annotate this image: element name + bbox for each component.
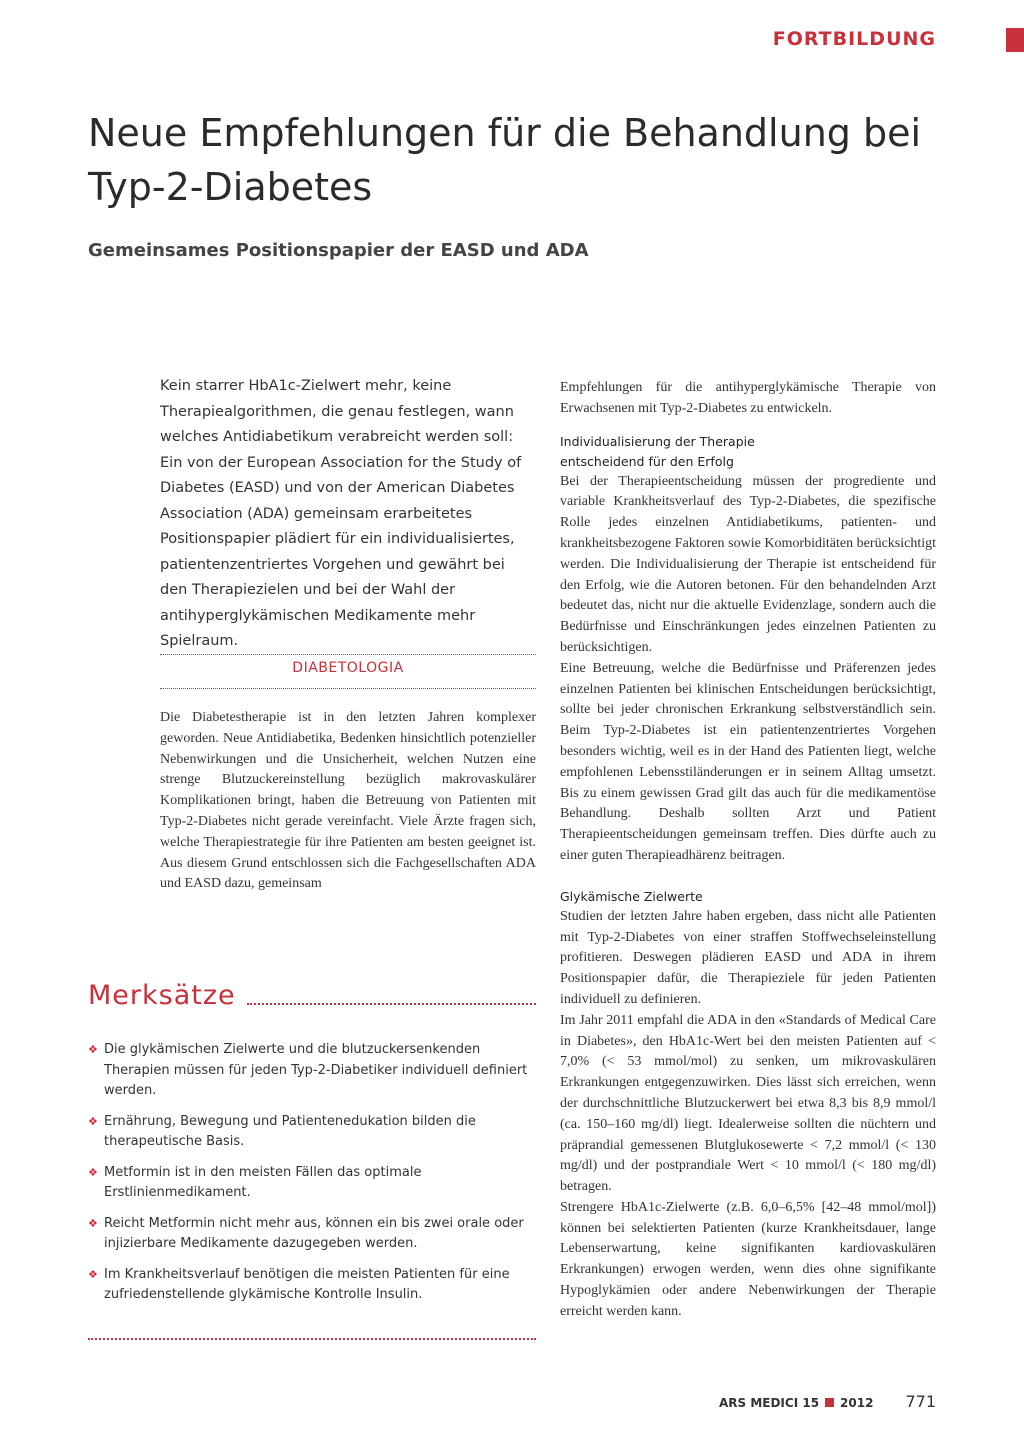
continuation-paragraph: Empfehlungen für die antihyperglykämische Therapie von Erwachsenen mit Typ-2-Diabetes zu entwickeln. — [560, 380, 936, 416]
paragraph: Im Jahr 2011 empfahl die ADA in den «Standards of Medical Care in Diabetes», den HbA1c-Wert bei den meisten Patienten auf < 7,0% (< 53 mmol/mol) zu senken, um mikrovaskulären Erkrankungen entgegenzuwirken. Dies lässt sich erreichen, wenn der durchschnittliche Blutzuckerwert bei etwa 8,3 bis 8,9 mmol/l (ca. 150–160 mg/dl) liegt. Idealerweise sollten die nüchtern und präprandial gemessenen Blutglukosewerte < 7,2 mmol/l (< 130 mg/dl) und der postprandiale Wert < 10 mmol/l (< 180 mg/dl) betragen. — [560, 1012, 936, 1195]
merksaetze-title: Merksätze — [88, 980, 236, 1011]
paragraph: Eine Betreuung, welche die Bedürfnisse und Präferenzen jedes einzelnen Patienten bei klinischen Entscheidungen berücksichtigt, sollte bei jeder chronischen Erkrankung selbstverständlich sein. Beim Typ-2-Diabetes ist ein patientenzentriertes Vorgehen besonders wichtig, weil es in der Hand des Patienten liegt, welche empfohlenen Lebensstiländerungen er in seinem Alltag umsetzt. Bis zu einem gewissen Grad gilt das auch für die medikamentöse Behandlung. Deshalb sollten Arzt und Patient Therapieentscheidungen gemeinsam treffen. Dies dürfte auch zu einer guten Therapieadhärenz beitragen. — [560, 660, 936, 863]
merksaetze-list — [88, 1040, 536, 1316]
article-lead: Kein starrer HbA1c-Zielwert mehr, keine Therapiealgorithmen, die genau festlegen, wann welches Antidiabetikum verabreicht werden soll: Ein von der European Association for the Study of Diabetes (EASD) und von der American Diabetes Association (ADA) gemeinsam erarbeitetes Positionspapier plädiert für ein individualisiertes, patientenzentriertes Vorgehen und gewährt bei den Therapiezielen und bei der Wahl der antihyperglykämischen Medikamente mehr Spielraum. — [160, 378, 522, 649]
journal-year: 2012 — [840, 1396, 874, 1410]
diamond-bullet-icon: ❖ — [88, 1267, 98, 1281]
list-item: ❖ Ernährung, Bewegung und Patientenedukation bilden die therapeutische Basis. — [88, 1113, 476, 1149]
section-heading-individualisierung: Individualisierung der Therapie entscheidend für den Erfolg — [560, 433, 755, 469]
section-heading-zielwerte: Glykämische Zielwerte — [560, 888, 703, 904]
diamond-bullet-icon: ❖ — [88, 1114, 98, 1128]
paragraph: Bei der Therapieentscheidung müssen der progrediente und variable Krankheitsverlauf des Typ-2-Diabetes, die spezifische Rolle jedes einzelnen Antidiabetikums, patienten- und krankheitsbezogene Faktoren sowie Komorbiditäten berücksichtigt werden. Die Individualisierung der Therapie ist entscheidend für den Erfolg, wie die Autoren betonen. Für den behandelnden Arzt bedeutet das, nicht nur die aktuelle Evidenzlage, sondern auch die Bedürfnisse und Einschränkungen jedes einzelnen Patienten zu berücksichtigen. — [560, 473, 936, 655]
merksaetze-bottom-rule — [88, 1338, 536, 1340]
journal-name: ARS MEDICI 15 — [718, 1396, 820, 1410]
page-number: 771 — [905, 1392, 936, 1411]
tag-rule-top — [160, 654, 536, 655]
list-item: ❖ Reicht Metformin nicht mehr aus, können ein bis zwei orale oder injizierbare Medikamente dazugegeben werden. — [88, 1215, 524, 1251]
intro-paragraph: Die Diabetestherapie ist in den letzten Jahren komplexer geworden. Neue Antidiabetika, Bedenken hinsichtlich potenzieller Nebenwirkungen und die Unsicherheit, welchen Nutzen eine strenge Blutzuckereinstellung bezüglich makrovaskulärer Komplikationen bringt, haben die Betreuung von Patienten mit Typ-2-Diabetes nicht gerade vereinfacht. Viele Ärzte fragen sich, welche Therapiestrategie für ihre Patienten am besten geeignet ist. Aus diesem Grund entschlossen sich die Fachgesellschaften ADA und EASD dazu, gemeinsam — [160, 710, 536, 892]
diamond-bullet-icon: ❖ — [88, 1165, 98, 1179]
tag-rule-bottom — [160, 688, 536, 689]
corner-marker — [1006, 28, 1024, 52]
diamond-bullet-icon: ❖ — [88, 1216, 98, 1230]
list-item: ❖ Im Krankheitsverlauf benötigen die meisten Patienten für eine zufriedenstellende glykämische Kontrolle Insulin. — [88, 1266, 510, 1302]
paragraph: Strengere HbA1c-Zielwerte (z.B. 6,0–6,5% [42–48 mmol/mol]) können bei selektierten Patienten (kurze Krankheitsdauer, lange Lebenserwartung, keine signifikanten kardiovaskulären Erkrankungen) erwogen werden, wenn dies ohne signifikante Hypoglykämien oder andere Nebenwirkungen der Therapie erreicht werden kann. — [560, 1199, 936, 1319]
list-item: ❖ Die glykämischen Zielwerte und die blutzuckersenkenden Therapien müssen für jeden Typ-2-Diabetiker individuell definiert werden. — [88, 1042, 528, 1098]
article-title: Neue Empfehlungen für die Behandlung bei Typ-2-Diabetes — [88, 111, 922, 209]
source-tag: DIABETOLOGIA — [292, 660, 404, 676]
square-marker-icon — [825, 1398, 834, 1407]
article-subtitle: Gemeinsames Positionspapier der EASD und ADA — [88, 240, 589, 261]
merksaetze-title-rule — [247, 1003, 536, 1005]
right-column — [560, 378, 936, 1323]
page-footer — [719, 1392, 936, 1411]
section-label: FORTBILDUNG — [772, 28, 936, 50]
list-item: ❖ Metformin ist in den meisten Fällen das optimale Erstlinienmedikament. — [88, 1164, 422, 1200]
paragraph: Studien der letzten Jahre haben ergeben, dass nicht alle Patienten mit Typ-2-Diabetes von einer straffen Stoffwechseleinstellung profitieren. Deswegen plädieren EASD und ADA in ihrem Positionspapier dafür, die Therapieziele für jeden Patienten individuell zu definieren. — [560, 908, 936, 1007]
diamond-bullet-icon: ❖ — [88, 1043, 98, 1056]
